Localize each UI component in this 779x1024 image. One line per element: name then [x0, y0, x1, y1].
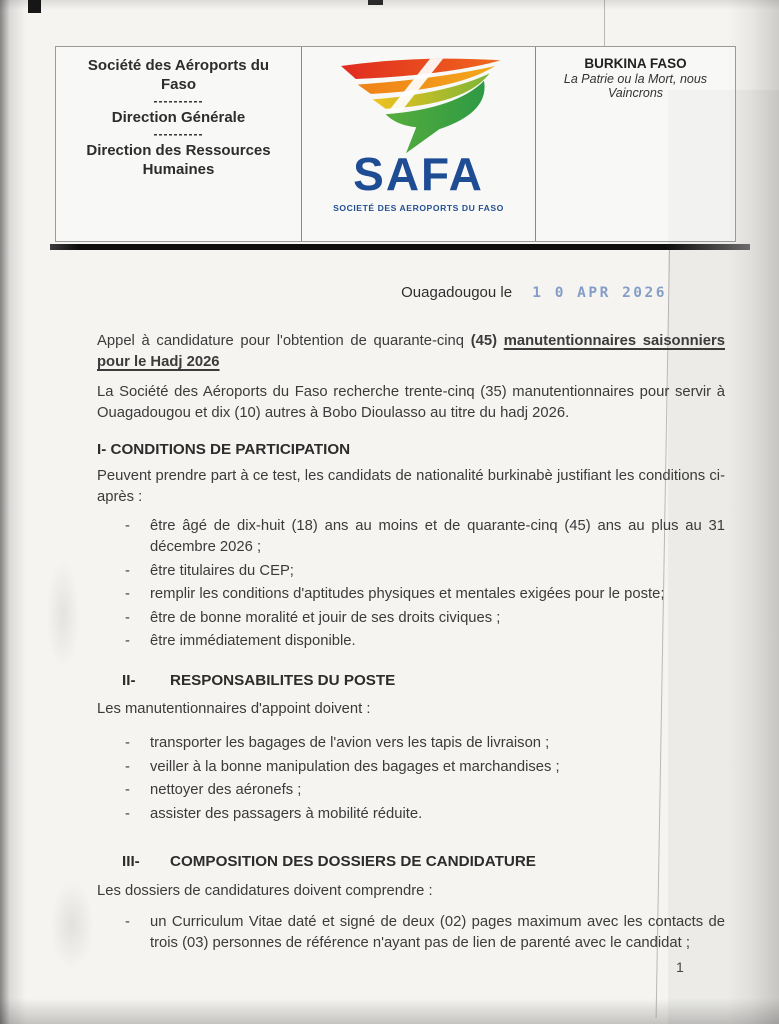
document-title	[97, 331, 725, 373]
org-direction-rh: Direction des Ressources Humaines	[86, 142, 271, 178]
section-2-title: RESPONSABILITES DU POSTE	[170, 672, 396, 689]
scan-edge-left	[0, 0, 26, 1024]
title-bold-number: (45)	[470, 333, 504, 349]
title-underlined-part: manutentionnaires saisonniers pour le Hadj 2026	[97, 333, 725, 370]
letterhead-thick-rule	[50, 244, 750, 250]
list-item: - remplir les conditions d'aptitudes physiques et mentales exigées pour le poste;	[97, 584, 725, 605]
letterhead-country-block	[536, 47, 735, 241]
section-3-number: III-	[122, 852, 140, 870]
section-3-lead: Les dossiers de candidatures doivent comprendre :	[97, 882, 433, 899]
section-3-list	[97, 912, 725, 954]
section-2-heading	[97, 670, 725, 691]
separator-dashes: ----------	[153, 94, 204, 108]
dash-bullet: -	[125, 609, 130, 626]
list-item: - être âgé de dix-huit (18) ans au moins et de quarante-cinq (45) ans au plus au 31 décembre 2026 ;	[97, 516, 725, 558]
section-3-title: COMPOSITION DES DOSSIERS DE CANDIDATURE	[170, 852, 536, 870]
scan-smudge	[46, 560, 80, 670]
safa-bird-logo-icon	[321, 53, 517, 157]
scan-smudge	[50, 880, 94, 970]
logo-acronym: SAFA	[353, 148, 484, 200]
letterhead	[55, 46, 736, 242]
section-3-heading	[97, 851, 725, 872]
dash-bullet: -	[125, 586, 130, 602]
intro-paragraph: La Société des Aéroports du Faso recherche trente-cinq (35) manutentionnaires pour servir à Ouagadougou et dix (10) autres à Bobo Dioulasso au titre du hadj 2026.	[97, 384, 725, 421]
country-name: BURKINA FASO	[584, 56, 687, 71]
list-item: - veiller à la bonne manipulation des bagages et marchandises ;	[97, 757, 725, 778]
list-item: - être titulaires du CEP;	[97, 561, 725, 582]
dash-bullet: -	[125, 633, 130, 649]
list-item: - nettoyer des aéronefs ;	[97, 780, 725, 801]
list-item: - être immédiatement disponible.	[97, 631, 725, 652]
list-item: - transporter les bagages de l'avion vers les tapis de livraison ;	[97, 733, 725, 754]
section-2-number: II-	[122, 672, 136, 689]
section-2-list	[97, 733, 725, 825]
dash-bullet: -	[125, 805, 130, 822]
list-item: - assister des passagers à mobilité réduite.	[97, 804, 725, 825]
date-place-label: Ouagadougou le	[401, 284, 513, 301]
letterhead-org-block	[56, 47, 302, 241]
list-item: - un Curriculum Vitae daté et signé de deux (02) pages maximum avec les contacts de trois (03) personnes de référence n'ayant pas de lien de parenté avec le candidat ;	[97, 912, 725, 954]
scan-line-top	[604, 0, 605, 46]
page-number: 1	[676, 959, 684, 975]
org-name: Société des Aéroports du Faso	[87, 57, 270, 93]
scan-edge-top	[0, 0, 779, 10]
dash-bullet: -	[125, 913, 130, 930]
section-2-lead: Les manutentionnaires d'appoint doivent :	[97, 701, 371, 717]
dash-bullet: -	[125, 735, 130, 751]
section-1-list	[97, 516, 725, 652]
dash-bullet: -	[125, 518, 130, 534]
dash-bullet: -	[125, 758, 130, 775]
scan-mark-top-left	[28, 0, 41, 13]
logo-subtitle: SOCIETÉ DES AEROPORTS DU FASO	[333, 203, 504, 213]
dash-bullet: -	[125, 562, 130, 579]
dash-bullet: -	[125, 782, 130, 798]
section-1-heading: I- CONDITIONS DE PARTICIPATION	[97, 441, 351, 458]
org-direction-generale: Direction Générale	[111, 109, 246, 126]
scan-mark-top-center	[368, 0, 383, 5]
country-motto: La Patrie ou la Mort, nous Vaincrons	[563, 72, 708, 100]
list-item: - être de bonne moralité et jouir de ses droits civiques ;	[97, 608, 725, 629]
letterhead-logo-block	[302, 47, 536, 241]
scan-edge-bottom	[0, 998, 779, 1024]
document-body	[97, 282, 725, 956]
date-stamp: 1 0 APR 2026	[532, 285, 667, 301]
section-1-lead: Peuvent prendre part à ce test, les candidats de nationalité burkinabè justifiant les conditions ci-après :	[97, 468, 725, 505]
separator-dashes: ----------	[153, 127, 204, 141]
title-normal-part: Appel à candidature pour l'obtention de quarante-cinq	[97, 333, 471, 349]
date-line	[97, 282, 725, 304]
